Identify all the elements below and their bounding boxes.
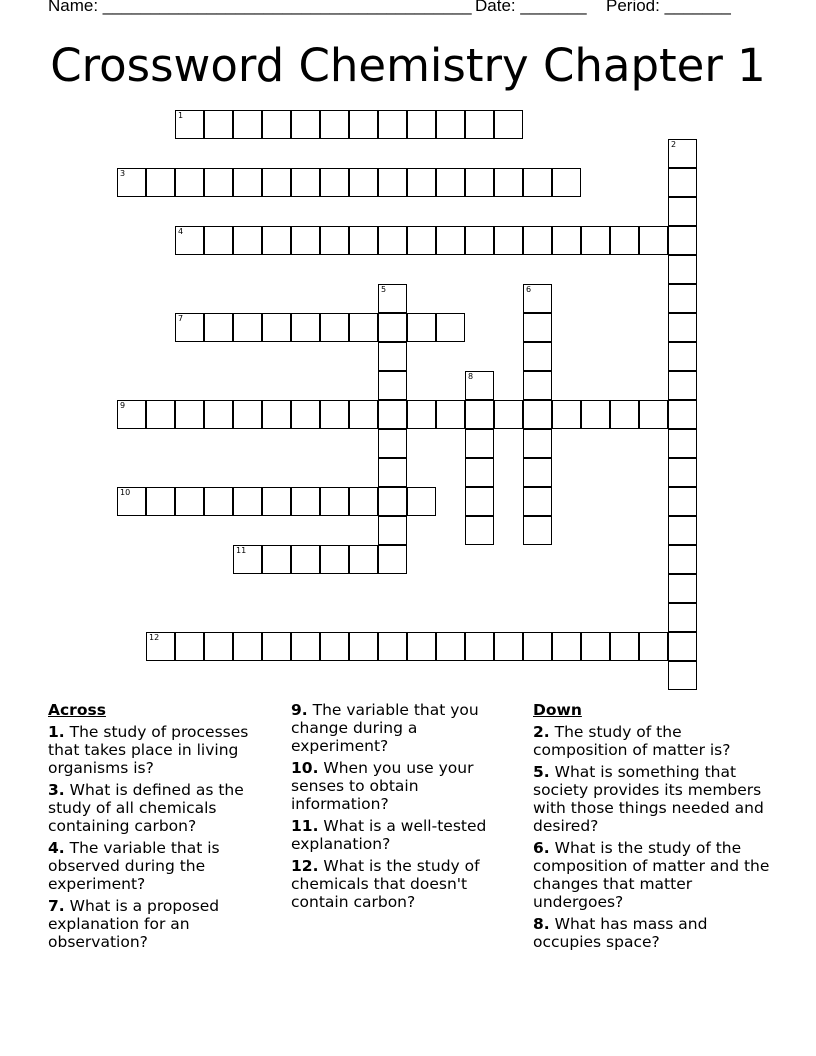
grid-cell[interactable] (204, 487, 233, 516)
grid-cell[interactable] (436, 632, 465, 661)
grid-cell[interactable] (262, 487, 291, 516)
grid-cell[interactable] (523, 400, 552, 429)
clue-number: 2 (671, 140, 677, 149)
grid-cell[interactable] (494, 168, 523, 197)
grid-cell[interactable] (581, 226, 610, 255)
grid-cell[interactable] (668, 661, 697, 690)
grid-cell[interactable] (233, 110, 262, 139)
grid-cell[interactable] (320, 400, 349, 429)
grid-cell[interactable] (117, 168, 146, 197)
grid-cell[interactable] (523, 313, 552, 342)
grid-cell[interactable] (204, 110, 233, 139)
grid-cell[interactable] (262, 226, 291, 255)
grid-cell[interactable] (204, 168, 233, 197)
grid-cell[interactable] (175, 400, 204, 429)
grid-cell[interactable] (349, 487, 378, 516)
grid-cell[interactable] (668, 284, 697, 313)
grid-cell[interactable] (291, 545, 320, 574)
grid-cell[interactable] (668, 139, 697, 168)
across-clues-column-1 (48, 701, 273, 955)
grid-cell[interactable] (349, 400, 378, 429)
down-clues-column (533, 701, 773, 955)
grid-cell[interactable] (407, 110, 436, 139)
clue-number: 3 (120, 169, 126, 178)
grid-cell[interactable] (465, 458, 494, 487)
grid-cell[interactable] (668, 574, 697, 603)
grid-cell[interactable] (436, 110, 465, 139)
grid-cell[interactable] (320, 632, 349, 661)
grid-cell[interactable] (523, 632, 552, 661)
grid-cell[interactable] (668, 632, 697, 661)
grid-cell[interactable] (552, 632, 581, 661)
grid-cell[interactable] (523, 487, 552, 516)
grid-cell[interactable] (291, 313, 320, 342)
grid-cell[interactable] (523, 458, 552, 487)
grid-cell[interactable] (175, 632, 204, 661)
grid-cell[interactable] (407, 313, 436, 342)
clue-across-12: 12. What is the study of chemicals that doesn't contain carbon? (291, 857, 480, 911)
grid-cell[interactable] (175, 168, 204, 197)
grid-cell[interactable] (668, 487, 697, 516)
across-heading: Across (48, 701, 106, 719)
grid-cell[interactable] (552, 226, 581, 255)
grid-cell[interactable] (610, 400, 639, 429)
clue-down-2: 2. The study of the composition of matter is? (533, 723, 731, 759)
grid-cell[interactable] (668, 603, 697, 632)
grid-cell[interactable] (668, 429, 697, 458)
grid-cell[interactable] (436, 313, 465, 342)
grid-cell[interactable] (465, 371, 494, 400)
grid-cell[interactable] (233, 487, 262, 516)
grid-cell[interactable] (610, 632, 639, 661)
clue-number: 8 (468, 372, 474, 381)
grid-cell[interactable] (378, 545, 407, 574)
grid-cell[interactable] (349, 168, 378, 197)
grid-cell[interactable] (668, 313, 697, 342)
grid-cell[interactable] (320, 226, 349, 255)
grid-cell[interactable] (146, 400, 175, 429)
grid-cell[interactable] (378, 516, 407, 545)
grid-cell[interactable] (378, 226, 407, 255)
grid-cell[interactable] (291, 487, 320, 516)
grid-cell[interactable] (407, 632, 436, 661)
clue-across-10: 10. When you use your senses to obtain information? (291, 759, 474, 813)
grid-cell[interactable] (639, 632, 668, 661)
grid-cell[interactable] (146, 632, 175, 661)
grid-cell[interactable] (668, 168, 697, 197)
grid-cell[interactable] (465, 110, 494, 139)
grid-cell[interactable] (668, 371, 697, 400)
grid-cell[interactable] (349, 226, 378, 255)
clue-across-3: 3. What is defined as the study of all chemicals containing carbon? (48, 781, 244, 835)
grid-cell[interactable] (117, 487, 146, 516)
page-title: Crossword Chemistry Chapter 1 (50, 39, 766, 92)
across-clues-column-2 (291, 701, 516, 915)
grid-cell[interactable] (320, 168, 349, 197)
grid-cell[interactable] (465, 516, 494, 545)
grid-cell[interactable] (668, 458, 697, 487)
grid-cell[interactable] (668, 226, 697, 255)
grid-cell[interactable] (639, 400, 668, 429)
grid-cell[interactable] (291, 632, 320, 661)
grid-cell[interactable] (262, 632, 291, 661)
grid-cell[interactable] (378, 458, 407, 487)
grid-cell[interactable] (204, 226, 233, 255)
grid-cell[interactable] (436, 226, 465, 255)
grid-cell[interactable] (668, 197, 697, 226)
grid-cell[interactable] (523, 342, 552, 371)
grid-cell[interactable] (378, 342, 407, 371)
grid-cell[interactable] (465, 429, 494, 458)
grid-cell[interactable] (146, 487, 175, 516)
grid-cell[interactable] (668, 342, 697, 371)
grid-cell[interactable] (436, 400, 465, 429)
grid-cell[interactable] (494, 110, 523, 139)
grid-cell[interactable] (378, 110, 407, 139)
grid-cell[interactable] (349, 632, 378, 661)
grid-cell[interactable] (262, 168, 291, 197)
grid-cell[interactable] (668, 400, 697, 429)
grid-cell[interactable] (639, 226, 668, 255)
grid-cell[interactable] (233, 545, 262, 574)
clue-number: 12 (149, 633, 160, 642)
clue-down-8: 8. What has mass and occupies space? (533, 915, 708, 951)
grid-cell[interactable] (291, 226, 320, 255)
grid-cell[interactable] (233, 313, 262, 342)
grid-cell[interactable] (320, 487, 349, 516)
grid-cell[interactable] (291, 110, 320, 139)
grid-cell[interactable] (465, 226, 494, 255)
grid-cell[interactable] (581, 400, 610, 429)
period-field[interactable]: Period: _______ (606, 0, 731, 15)
grid-cell[interactable] (320, 110, 349, 139)
grid-cell[interactable] (523, 284, 552, 313)
clue-number: 11 (236, 546, 247, 555)
grid-cell[interactable] (552, 168, 581, 197)
grid-cell[interactable] (320, 313, 349, 342)
grid-cell[interactable] (175, 313, 204, 342)
grid-cell[interactable] (523, 168, 552, 197)
grid-cell[interactable] (349, 313, 378, 342)
grid-cell[interactable] (494, 226, 523, 255)
grid-cell[interactable] (552, 400, 581, 429)
grid-cell[interactable] (233, 632, 262, 661)
clue-across-7: 7. What is a proposed explanation for an observation? (48, 897, 220, 951)
grid-cell[interactable] (378, 429, 407, 458)
clue-number: 6 (526, 285, 532, 294)
grid-cell[interactable] (262, 400, 291, 429)
grid-cell[interactable] (204, 400, 233, 429)
clue-across-9: 9. The variable that you change during a experiment? (291, 701, 479, 755)
grid-cell[interactable] (204, 632, 233, 661)
grid-cell[interactable] (378, 487, 407, 516)
grid-cell[interactable] (175, 110, 204, 139)
grid-cell[interactable] (378, 313, 407, 342)
clue-number: 5 (381, 285, 387, 294)
grid-cell[interactable] (465, 168, 494, 197)
grid-cell[interactable] (204, 313, 233, 342)
clue-number: 10 (120, 488, 131, 497)
clue-number: 4 (178, 227, 184, 236)
grid-cell[interactable] (233, 168, 262, 197)
grid-cell[interactable] (436, 168, 465, 197)
grid-cell[interactable] (320, 545, 349, 574)
grid-cell[interactable] (581, 632, 610, 661)
name-field[interactable]: Name: _______________________________________ (48, 0, 472, 15)
grid-cell[interactable] (349, 110, 378, 139)
clue-number: 1 (178, 111, 184, 120)
clue-across-4: 4. The variable that is observed during the experiment? (48, 839, 220, 893)
grid-cell[interactable] (494, 632, 523, 661)
grid-cell[interactable] (407, 226, 436, 255)
grid-cell[interactable] (117, 400, 146, 429)
grid-cell[interactable] (233, 400, 262, 429)
grid-cell[interactable] (175, 487, 204, 516)
clue-down-5: 5. What is something that society provides its members with those things needed and desired? (533, 763, 764, 835)
grid-cell[interactable] (523, 226, 552, 255)
grid-cell[interactable] (262, 313, 291, 342)
down-heading: Down (533, 701, 582, 719)
date-field[interactable]: Date: _______ (475, 0, 587, 15)
grid-cell[interactable] (523, 371, 552, 400)
grid-cell[interactable] (407, 168, 436, 197)
grid-cell[interactable] (668, 545, 697, 574)
grid-cell[interactable] (291, 168, 320, 197)
grid-cell[interactable] (494, 400, 523, 429)
clue-down-6: 6. What is the study of the composition of matter and the changes that matter undergoes? (533, 839, 770, 911)
grid-cell[interactable] (523, 516, 552, 545)
grid-cell[interactable] (291, 400, 320, 429)
grid-cell[interactable] (378, 371, 407, 400)
grid-cell[interactable] (378, 284, 407, 313)
grid-cell[interactable] (610, 226, 639, 255)
grid-cell[interactable] (407, 487, 436, 516)
clue-across-1: 1. The study of processes that takes place in living organisms is? (48, 723, 249, 777)
grid-cell[interactable] (378, 168, 407, 197)
grid-cell[interactable] (668, 255, 697, 284)
grid-cell[interactable] (407, 400, 436, 429)
grid-cell[interactable] (465, 400, 494, 429)
grid-cell[interactable] (262, 110, 291, 139)
grid-cell[interactable] (349, 545, 378, 574)
grid-cell[interactable] (175, 226, 204, 255)
clue-number: 9 (120, 401, 126, 410)
grid-cell[interactable] (668, 516, 697, 545)
clue-across-11: 11. What is a well-tested explanation? (291, 817, 487, 853)
grid-cell[interactable] (465, 632, 494, 661)
grid-cell[interactable] (465, 487, 494, 516)
grid-cell[interactable] (378, 400, 407, 429)
grid-cell[interactable] (523, 429, 552, 458)
grid-cell[interactable] (233, 226, 262, 255)
clue-number: 7 (178, 314, 184, 323)
grid-cell[interactable] (378, 632, 407, 661)
grid-cell[interactable] (146, 168, 175, 197)
grid-cell[interactable] (262, 545, 291, 574)
